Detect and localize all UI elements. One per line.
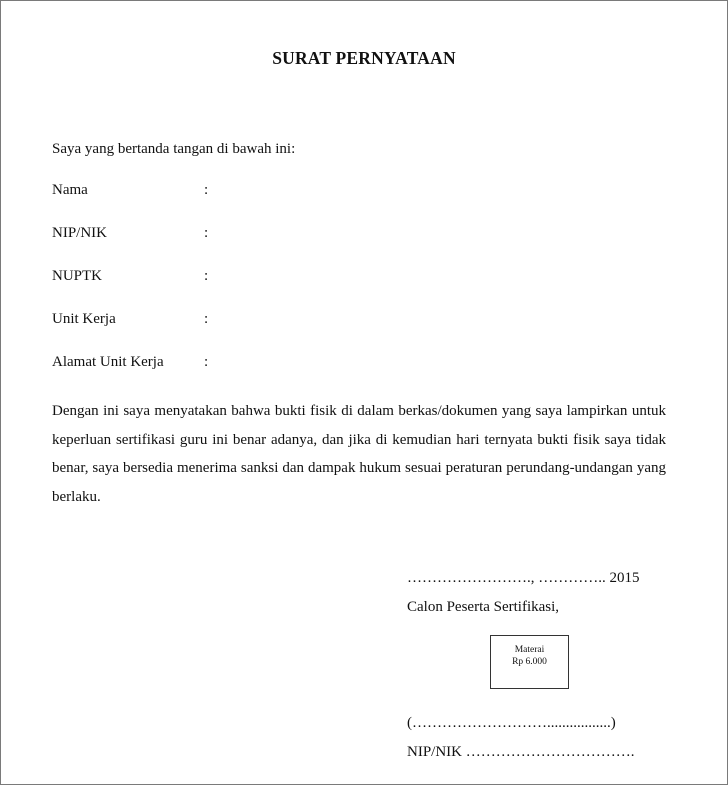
signature-nip-line: NIP/NIK ……………………………. — [407, 744, 635, 760]
field-colon: : — [204, 268, 209, 284]
field-label: NIP/NIK — [52, 225, 107, 241]
field-nuptk — [52, 268, 208, 285]
field-label: Alamat Unit Kerja — [52, 354, 164, 370]
field-colon: : — [204, 354, 209, 370]
field-label: Unit Kerja — [52, 311, 116, 327]
statement-paragraph: Dengan ini saya menyatakan bahwa bukti fisik di dalam berkas/dokumen yang saya lampirkan untuk keperluan sertifikasi guru ini benar adanya, dan jika di kemudian hari ternyata bukti fisik saya tidak benar, saya bersedia menerima sanksi dan dampak hukum sesuai peraturan perundang-undangan yang berlaku. — [52, 403, 666, 505]
field-colon: : — [204, 225, 209, 241]
field-label: NUPTK — [52, 268, 103, 284]
intro-text: Saya yang bertanda tangan di bawah ini: — [52, 141, 296, 157]
place-date-line: ……………………., ………….. 2015 — [407, 570, 640, 586]
field-alamat-unit-kerja — [52, 354, 208, 371]
signature-name-line: (……………………….................) — [407, 715, 616, 731]
field-nip-nik — [52, 225, 208, 242]
candidate-label: Calon Peserta Sertifikasi, — [407, 599, 560, 615]
stamp-box — [490, 635, 569, 689]
field-label: Nama — [52, 182, 88, 198]
stamp-amount: Rp 6.000 — [512, 657, 547, 667]
field-colon: : — [204, 311, 209, 327]
document-title: SURAT PERNYATAAN — [272, 48, 456, 68]
stamp-label: Materai — [514, 645, 545, 655]
field-colon: : — [204, 182, 209, 198]
field-unit-kerja — [52, 311, 208, 328]
field-nama — [52, 182, 208, 199]
